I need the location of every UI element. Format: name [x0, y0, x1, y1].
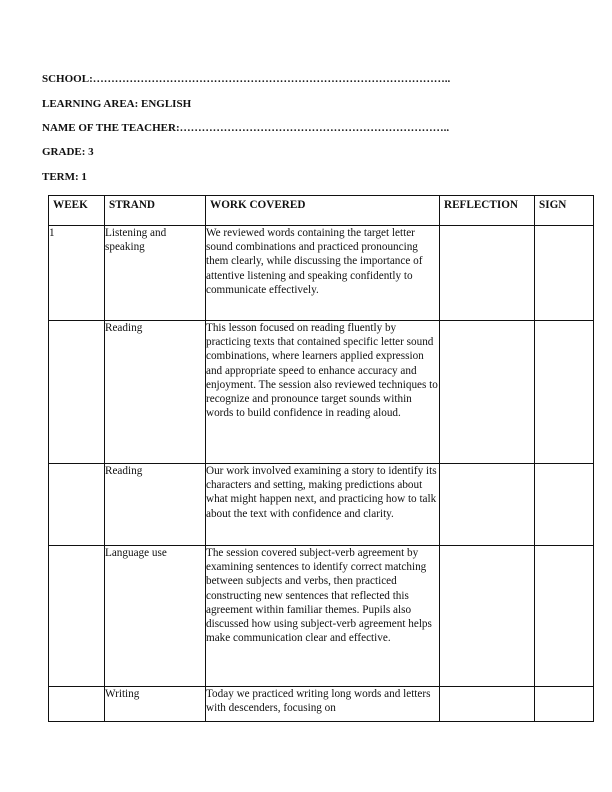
column-header-strand: STRAND	[105, 196, 206, 226]
term: TERM: 1	[42, 171, 87, 183]
sign-cell[interactable]	[535, 226, 594, 321]
work-covered-cell: This lesson focused on reading fluently by practicing texts that contained specific letter sound combinations, where learners applied expression and appropriate speed to enhance accuracy and enjoyment. The session also reviewed techniques to recognize and pronounce target sounds within words to build confidence in reading aloud.	[206, 321, 440, 464]
table-row	[49, 226, 594, 321]
week-cell	[49, 464, 105, 546]
week-cell	[49, 687, 105, 722]
work-covered-cell: Today we practiced writing long words and letters with descenders, focusing on	[206, 687, 440, 722]
week-cell	[49, 546, 105, 687]
school-field: SCHOOL:……………………………………………………………………………………..	[42, 73, 451, 85]
sign-cell[interactable]	[535, 321, 594, 464]
strand-cell: Writing	[105, 687, 206, 722]
sign-cell[interactable]	[535, 546, 594, 687]
column-header-work-covered: WORK COVERED	[206, 196, 440, 226]
table-row	[49, 687, 594, 722]
strand-cell: Reading	[105, 321, 206, 464]
reflection-cell[interactable]	[440, 687, 535, 722]
reflection-cell[interactable]	[440, 546, 535, 687]
work-covered-cell: We reviewed words containing the target letter sound combinations and practiced pronouncing them clearly, while discussing the importance of attentive listening and speaking confidently to communicate effectively.	[206, 226, 440, 321]
column-header-reflection: REFLECTION	[440, 196, 535, 226]
learning-area: LEARNING AREA: ENGLISH	[42, 98, 192, 110]
teacher-name-field: NAME OF THE TEACHER:………………………………………………………………..	[42, 122, 450, 134]
grade: GRADE: 3	[42, 146, 94, 158]
table-row	[49, 321, 594, 464]
column-header-sign: SIGN	[535, 196, 594, 226]
reflection-cell[interactable]	[440, 321, 535, 464]
record-of-work-table	[48, 195, 594, 722]
strand-cell: Reading	[105, 464, 206, 546]
work-covered-cell: Our work involved examining a story to identify its characters and setting, making predictions about what might happen next, and practicing how to talk about the text with confidence and clarity.	[206, 464, 440, 546]
table-header-row	[49, 196, 594, 226]
table-row	[49, 464, 594, 546]
strand-cell: Language use	[105, 546, 206, 687]
week-cell	[49, 321, 105, 464]
week-cell: 1	[49, 226, 105, 321]
strand-cell: Listening and speaking	[105, 226, 206, 321]
reflection-cell[interactable]	[440, 464, 535, 546]
column-header-week: WEEK	[49, 196, 105, 226]
sign-cell[interactable]	[535, 687, 594, 722]
reflection-cell[interactable]	[440, 226, 535, 321]
table-row	[49, 546, 594, 687]
sign-cell[interactable]	[535, 464, 594, 546]
work-covered-cell: The session covered subject-verb agreement by examining sentences to identify correct matching between subjects and verbs, then practiced constructing new sentences that reflected this agreement within familiar themes. Pupils also discussed how using subject-verb agreement helps make communication clear and effective.	[206, 546, 440, 687]
